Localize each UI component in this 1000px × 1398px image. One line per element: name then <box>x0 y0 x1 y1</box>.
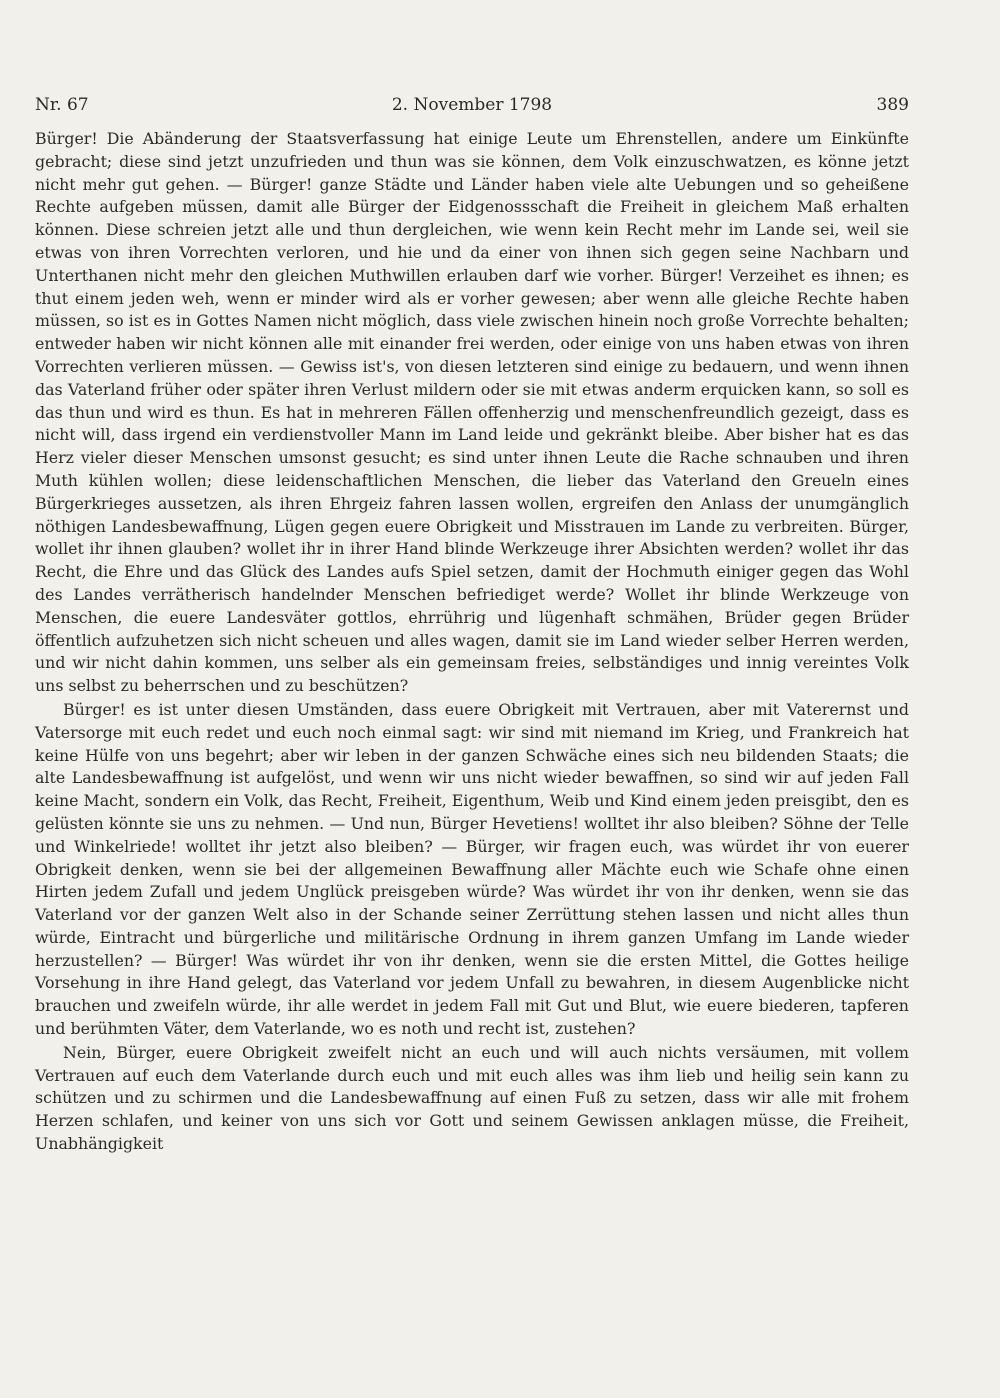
issue-date: 2. November 1798 <box>391 95 553 115</box>
paragraph: Bürger! Die Abänderung der Staatsverfassung hat einige Leute um Ehrenstellen, andere um Einkünfte gebracht; diese sind jetzt unzufrieden und thun was sie können, dem Volk einzuschwatzen, es könne jetzt nicht mehr gut gehen. — Bürger! ganze Städte und Länder haben viele alte Uebungen und so geheißene Rechte aufgeben müssen, damit alle Bürger der Eidgenossschaft die Freiheit in gleichem Maß erhalten können. Diese schreien jetzt alle und thun dergleichen, wie wenn kein Recht mehr im Lande sei, weil sie etwas von ihren Vorrechten verloren, und hie und da einer von ihnen sich gegen seine Nachbarn und Unterthanen nicht mehr den gleichen Muthwillen erlauben darf wie vorher. Bürger! Verzeihet es ihnen; es thut einem jeden weh, wenn er minder wird als er vorher gewesen; aber wenn alle gleiche Rechte haben müssen, so ist es in Gottes Namen nicht möglich, dass viele zwischen hinein noch große Vorrechte behalten; entweder haben wir nicht können alle mit einander frei werden, oder einige von uns haben etwas von ihren Vorrechten verlieren müssen. — Gewiss ist's, von diesen letzteren sind einige zu bedauern, und wenn ihnen das Vaterland früher oder später ihren Verlust mildern oder sie mit etwas anderm erquicken kann, so soll es das thun und wird es thun. Es hat in mehreren Fällen offenherzig und menschenfreundlich gezeigt, dass es nicht will, dass irgend ein verdienstvoller Mann im Land leide und gekränkt bleibe. Aber bisher hat es das Herz vieler dieser Menschen umsonst gesucht; es sind unter ihnen Leute die Rache schnauben und ihren Muth kühlen wollen; diese leidenschaftlichen Menschen, die lieber das Vaterland den Greueln eines Bürgerkrieges aussetzen, als ihren Ehrgeiz fahren lassen wollen, ergreifen den Anlass der unumgänglich nöthigen Landesbewaffnung, Lügen gegen euere Obrigkeit und Misstrauen im Lande zu verbreiten. Bürger, wollet ihr ihnen glauben? wollet ihr in ihrer Hand blinde Werkzeuge ihrer Absichten werden? wollet ihr das Recht, die Ehre und das Glück des Landes aufs Spiel setzen, damit der Hochmuth einiger gegen das Wohl des Landes verrätherisch handelnder Menschen befriediget werde? Wollet ihr blinde Werkzeuge von Menschen, die euere Landesväter gottlos, ehrrührig und lügenhaft schmähen, Brüder gegen Brüder öffentlich aufzuhetzen sich nicht scheuen und alles wagen, damit sie im Land wieder selber Herren werden, und wir nicht dahin kommen, uns selber als ein gemeinsam freies, selbständiges und innig vereintes Volk uns selbst zu beherrschen und zu beschützen? <box>35 129 909 696</box>
running-header <box>35 92 909 118</box>
page-number: 389 <box>876 95 909 115</box>
issue-number: Nr. 67 <box>35 95 89 115</box>
body-text <box>35 128 909 1156</box>
paragraph: Nein, Bürger, euere Obrigkeit zweifelt nicht an euch und will auch nichts versäumen, mit vollem Vertrauen auf euch dem Vaterlande durch euch und mit euch alles was ihm lieb und heilig sein kann zu schützen und zu schirmen und die Landesbewaffnung auf einen Fuß zu setzen, dass wir alle mit frohem Herzen schlafen, und keiner von uns sich vor Gott und seinem Gewissen anklagen müsse, die Freiheit, Unabhängigkeit <box>35 1042 909 1154</box>
paragraph: Bürger! es ist unter diesen Umständen, dass euere Obrigkeit mit Vertrauen, aber mit Vaterernst und Vatersorge mit euch redet und euch noch einmal sagt: wir sind mit niemand im Krieg, und Frankreich hat keine Hülfe von uns begehrt; aber wir leben in der ganzen Schwäche eines sich neu bildenden Staats; die alte Landesbewaffnung ist aufgelöst, und wenn wir uns nicht wieder bewaffnen, so sind wir auf jeden Fall keine Macht, sondern ein Volk, das Recht, Freiheit, Eigenthum, Weib und Kind einem jeden preisgibt, den es gelüsten könnte sie uns zu nehmen. — Und nun, Bürger Hevetiens! wolltet ihr also bleiben? Söhne der Telle und Winkelriede! wolltet ihr jetzt also bleiben? — Bürger, wir fragen euch, was würdet ihr von euerer Obrigkeit denken, wenn sie bei der allgemeinen Bewaffnung aller Mächte euch wie Schafe ohne einen Hirten jedem Zufall und jedem Unglück preisgeben würde? Was würdet ihr von ihr denken, wenn sie das Vaterland vor der ganzen Welt also in der Schande seiner Zerrüttung stehen lassen und nicht alles thun würde, Eintracht und bürgerliche und militärische Ordnung in ihrem ganzen Umfang im Lande wieder herzustellen? — Bürger! Was würdet ihr von ihr denken, wenn sie die ersten Mittel, die Gottes heilige Vorsehung in ihre Hand gelegt, das Vaterland vor jedem Unfall zu bewahren, in diesem Augenblicke nicht brauchen und zweifeln würde, ihr alle werdet in jedem Fall mit Gut und Blut, wie euere biederen, tapferen und berühmten Väter, dem Vaterlande, wo es noth und recht ist, zustehen? <box>35 699 909 1039</box>
